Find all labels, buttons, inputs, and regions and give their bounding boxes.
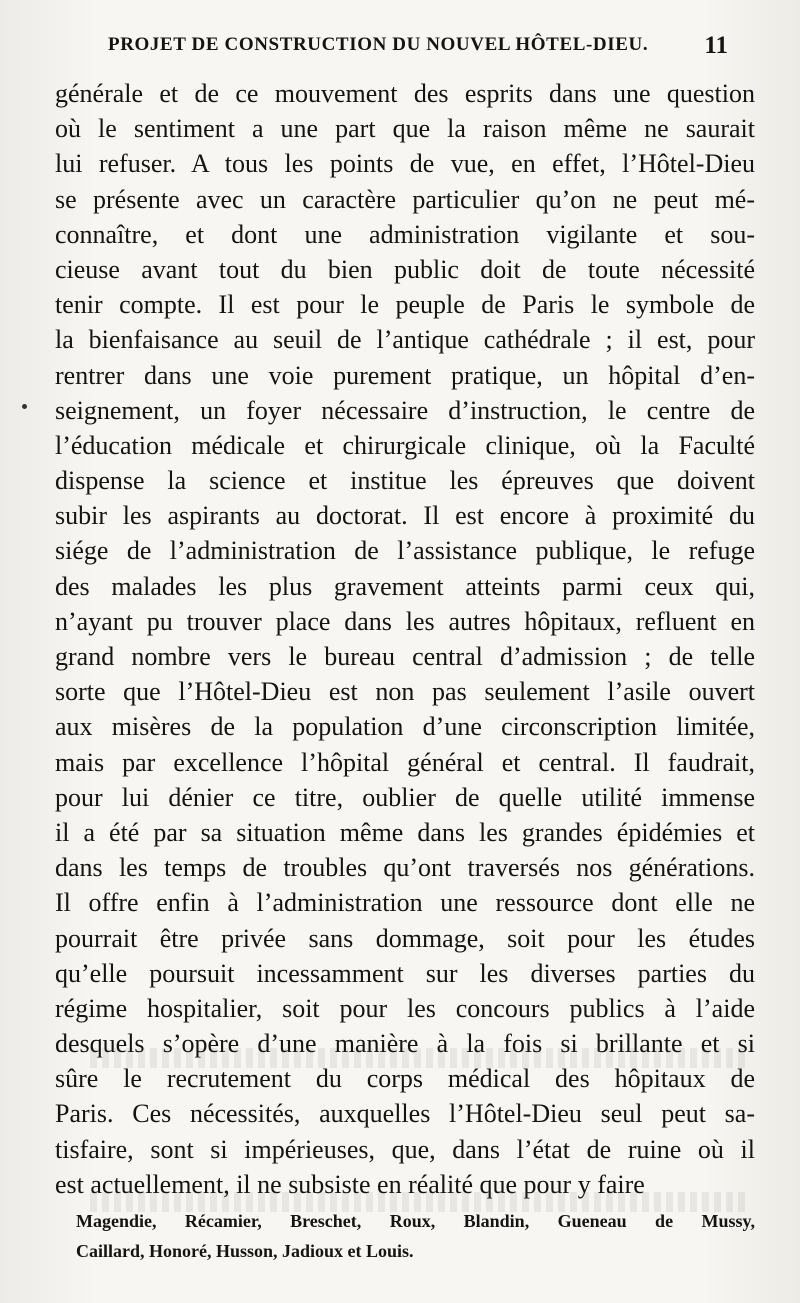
body-text — [55, 76, 755, 1202]
text-line: aux misères de la population d’une circonscription limitée, — [55, 712, 755, 742]
text-line: tisfaire, sont si impérieuses, que, dans l’état de ruine où il — [55, 1134, 755, 1164]
text-line: connaître, et dont une administration vigilante et sou- — [55, 219, 755, 249]
text-line: l’éducation médicale et chirurgicale clinique, où la Faculté — [55, 430, 755, 460]
text-line: où le sentiment a une part que la raison même ne saurait — [55, 114, 755, 144]
text-line: tenir compte. Il est pour le peuple de Paris le symbole de — [55, 290, 755, 320]
page-number: 11 — [704, 32, 728, 59]
footnote-line: Caillard, Honoré, Husson, Jadioux et Louis. — [76, 1241, 414, 1261]
text-line: dispense la science et institue les épreuves que doivent — [55, 466, 755, 496]
text-line: des malades les plus gravement atteints parmi ceux qui, — [55, 571, 755, 601]
text-line: mais par excellence l’hôpital général et central. Il faudrait, — [55, 747, 755, 777]
running-head: PROJET DE CONSTRUCTION DU NOUVEL HÔTEL-DIEU. — [108, 34, 649, 55]
text-line: sorte que l’Hôtel-Dieu est non pas seulement l’asile ouvert — [55, 677, 755, 707]
text-line: la bienfaisance au seuil de l’antique cathédrale ; il est, pour — [55, 325, 755, 355]
text-line: n’ayant pu trouver place dans les autres hôpitaux, refluent en — [55, 606, 755, 636]
text-line: pourrait être privée sans dommage, soit pour les études — [55, 923, 755, 953]
text-line: lui refuser. A tous les points de vue, en effet, l’Hôtel-Dieu — [55, 149, 755, 179]
text-line: desquels s’opère d’une manière à la fois si brillante et si — [55, 1029, 755, 1059]
text-line: siége de l’administration de l’assistance publique, le refuge — [55, 536, 755, 566]
text-line: rentrer dans une voie purement pratique, un hôpital d’en- — [55, 360, 755, 390]
text-line: qu’elle poursuit incessamment sur les diverses parties du — [55, 958, 755, 988]
footnote-line: Magendie, Récamier, Breschet, Roux, Blandin, Gueneau de Mussy, — [76, 1211, 755, 1231]
text-line: seignement, un foyer nécessaire d’instruction, le centre de — [55, 395, 755, 425]
page-header — [108, 34, 728, 64]
text-line: pour lui dénier ce titre, oublier de quelle utilité immense — [55, 782, 755, 812]
text-line: Paris. Ces nécessités, auxquelles l’Hôtel-Dieu seul peut sa- — [55, 1099, 755, 1129]
show-through-text — [90, 1048, 750, 1068]
text-line: il a été par sa situation même dans les grandes épidémies et — [55, 817, 755, 847]
text-line: se présente avec un caractère particulier qu’on ne peut mé- — [55, 184, 755, 214]
text-line: sûre le recrutement du corps médical des hôpitaux de — [55, 1064, 755, 1094]
text-line: grand nombre vers le bureau central d’admission ; de telle — [55, 642, 755, 671]
footnote — [76, 1206, 755, 1266]
text-line: Il offre enfin à l’administration une ressource dont elle ne — [55, 888, 755, 918]
text-line: générale et de ce mouvement des esprits dans une question — [55, 79, 755, 108]
text-line: est actuellement, il ne subsiste en réalité que pour y faire — [55, 1169, 645, 1199]
text-line: régime hospitalier, soit pour les concours publics à l’aide — [55, 993, 755, 1023]
text-line: subir les aspirants au doctorat. Il est encore à proximité du — [55, 501, 755, 531]
text-line: cieuse avant tout du bien public doit de toute nécessité — [55, 254, 755, 284]
text-line: dans les temps de troubles qu’ont traversés nos générations. — [55, 853, 755, 883]
print-speck — [22, 404, 27, 409]
